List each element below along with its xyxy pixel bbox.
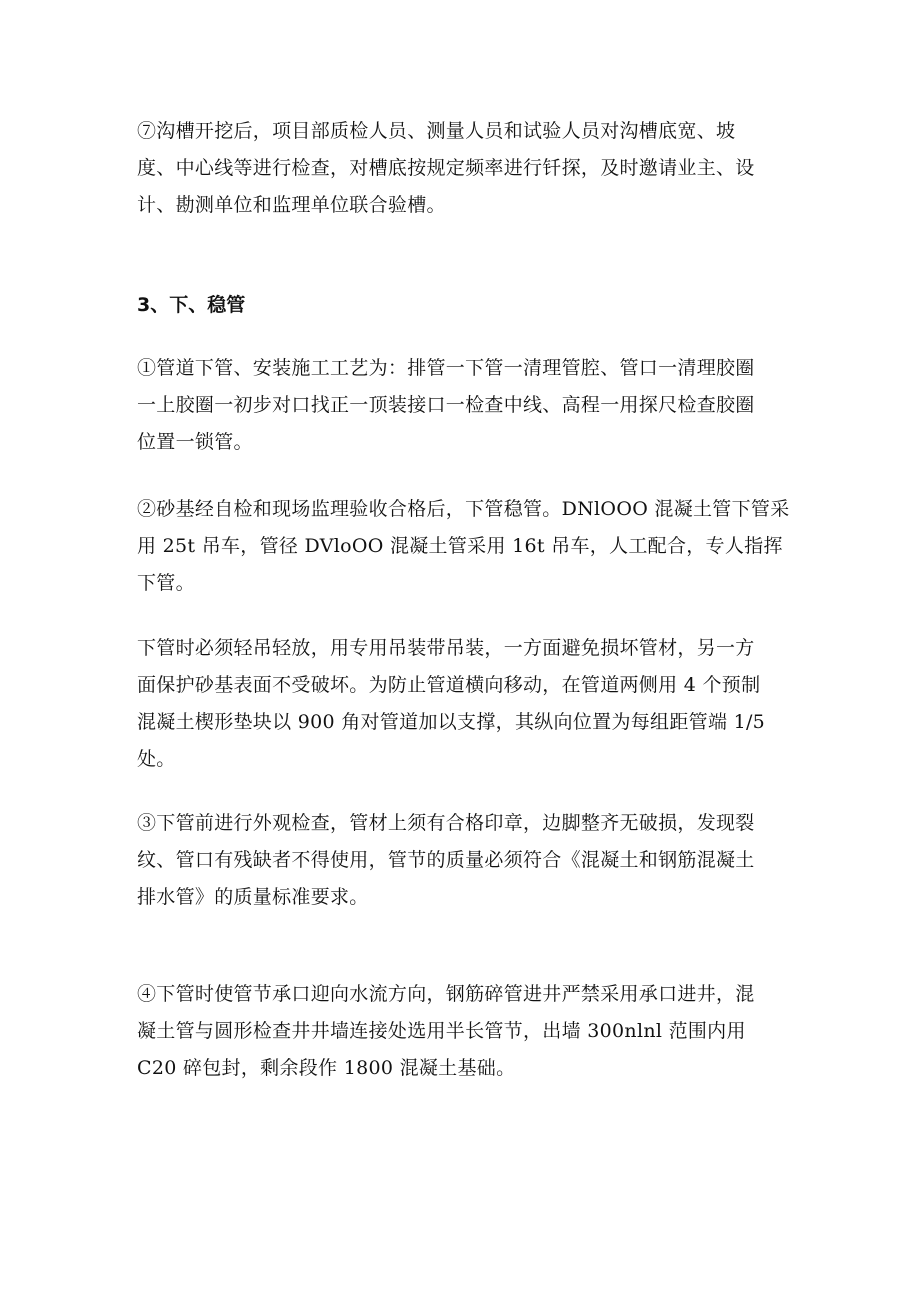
text-line: 凝土管与圆形检查井井墙连接处选用半长管节，出墙 300nlnl 范围内用 <box>137 1020 746 1042</box>
paragraph-pipe-process <box>137 350 789 461</box>
paragraph-visual-inspection <box>137 805 789 916</box>
paragraph-trench-inspection <box>137 113 789 224</box>
text-line: ④下管时使管节承口迎向水流方向，钢筋碎管进井严禁采用承口进井，混 <box>137 983 755 1005</box>
text-line: 位置一锁管。 <box>137 431 253 453</box>
text-line: 用 25t 吊车，管径 DVloOO 混凝土管采用 16t 吊车，人工配合，专人指挥 <box>137 535 783 557</box>
text-line: ②砂基经自检和现场监理验收合格后，下管稳管。DNlOOO 混凝土管下管采 <box>137 498 790 520</box>
section-heading: 3、下、稳管 <box>137 294 246 316</box>
text-line: 处。 <box>137 748 176 770</box>
text-line: 度、中心线等进行检查，对槽底按规定频率进行钎探，及时邀请业主、设 <box>137 157 755 179</box>
text-line: 下管。 <box>137 572 195 594</box>
text-line: 下管时必须轻吊轻放，用专用吊装带吊装，一方面避免损坏管材，另一方 <box>137 637 755 659</box>
text-line: 排水管》的质量标准要求。 <box>137 886 369 908</box>
text-line: 一上胶圈一初步对口找正一顶装接口一检查中线、高程一用探尺检查胶圈 <box>137 394 755 416</box>
text-line: 面保护砂基表面不受破坏。为防止管道横向移动，在管道两侧用 4 个预制 <box>137 674 761 696</box>
text-line: ①管道下管、安装施工工艺为：排管一下管一清理管腔、管口一清理胶圈 <box>137 357 755 379</box>
paragraph-lowering-care <box>137 630 789 778</box>
text-line: ③下管前进行外观检查，管材上须有合格印章，边脚整齐无破损，发现裂 <box>137 812 755 834</box>
text-line: 混凝土楔形垫块以 900 角对管道加以支撑，其纵向位置为每组距管端 1/5 <box>137 711 766 733</box>
text-line: ⑦沟槽开挖后，项目部质检人员、测量人员和试验人员对沟槽底宽、坡 <box>137 120 736 142</box>
text-line: C20 碎包封，剩余段作 1800 混凝土基础。 <box>137 1057 516 1079</box>
text-line: 计、勘测单位和监理单位联合验槽。 <box>137 194 446 216</box>
paragraph-socket-direction <box>137 976 789 1087</box>
paragraph-crane-lowering <box>137 491 789 602</box>
text-line: 纹、管口有残缺者不得使用，管节的质量必须符合《混凝土和钢筋混凝土 <box>137 849 755 871</box>
